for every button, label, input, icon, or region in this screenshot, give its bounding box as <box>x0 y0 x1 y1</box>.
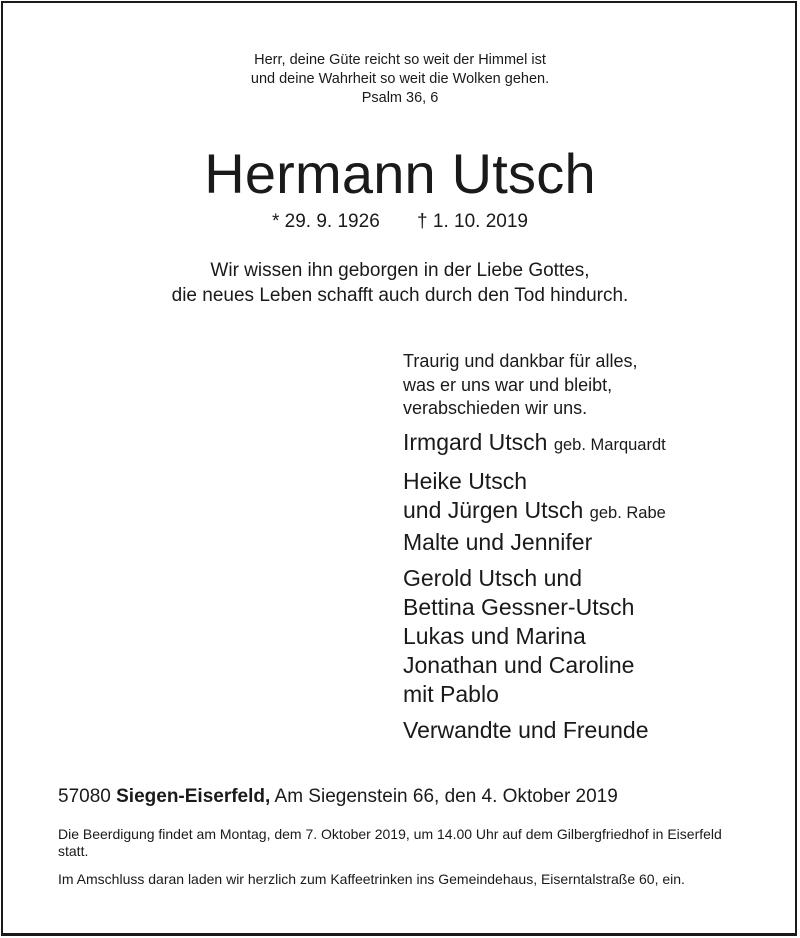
mourner-group-4 <box>403 716 666 745</box>
mourner-maiden-name: geb. Marquardt <box>553 435 666 454</box>
verse-line-2: und deine Wahrheit so weit die Wolken gehen. <box>250 71 550 87</box>
birth-date: * 29. 9. 1926 <box>272 211 380 232</box>
intro-text <box>0 258 800 308</box>
mourner-row: mit Pablo <box>403 680 499 707</box>
lead-line-1: Traurig und dankbar für alles, <box>403 351 638 371</box>
town: Siegen-Eiserfeld, <box>116 786 271 807</box>
mourner-group-3 <box>403 564 666 709</box>
mourner-row <box>403 496 666 528</box>
mourner-name: Irmgard Utsch <box>403 428 548 455</box>
funeral-notice: Die Beerdigung findet am Montag, dem 7. Oktober 2019, um 14.00 Uhr auf dem Gilbergfriedhof in Eiserfeld statt. <box>58 826 722 859</box>
intro-line-2: die neues Leben schafft auch durch den Tod hindurch. <box>171 285 629 306</box>
mourner-maiden-name: geb. Rabe <box>589 503 666 522</box>
mourner-row: Malte und Jennifer <box>403 528 593 555</box>
mourner-row: Verwandte und Freunde <box>403 716 649 743</box>
lead-line-2: was er uns war und bleibt, <box>403 374 613 395</box>
coffee-notice: Im Amschluss daran laden wir herzlich zum Kaffeetrinken ins Gemeindehaus, Eiserntalstraße 60, ein. <box>58 871 685 887</box>
deceased-name: Hermann Utsch <box>204 142 596 205</box>
intro-line-1: Wir wissen ihn geborgen in der Liebe Gottes, <box>210 260 590 281</box>
mourner-name: und Jürgen Utsch <box>403 496 584 523</box>
mourner-row: Bettina Gessner-Utsch <box>403 593 635 620</box>
verse-reference: Psalm 36, 6 <box>361 90 439 106</box>
mourners-block <box>403 350 666 752</box>
death-date: † 1. 10. 2019 <box>417 211 528 232</box>
mourner-row: Gerold Utsch und <box>403 564 582 591</box>
bible-verse <box>0 51 800 108</box>
mourner-row: Lukas und Marina <box>403 622 586 649</box>
mourner-row <box>403 428 666 460</box>
life-dates <box>0 209 800 235</box>
mourner-group-2 <box>403 467 666 557</box>
mourners-lead <box>403 350 666 421</box>
verse-line-1: Herr, deine Güte reicht so weit der Himmel ist <box>254 52 546 68</box>
mourner-row: Jonathan und Caroline <box>403 651 635 678</box>
mourner-row: Heike Utsch <box>403 467 527 494</box>
place-and-date <box>58 784 618 810</box>
lead-line-3: verabschieden wir uns. <box>403 398 588 418</box>
address-date: Am Siegenstein 66, den 4. Oktober 2019 <box>274 786 618 807</box>
mourner-group-1 <box>403 428 666 460</box>
postcode: 57080 <box>58 786 111 807</box>
